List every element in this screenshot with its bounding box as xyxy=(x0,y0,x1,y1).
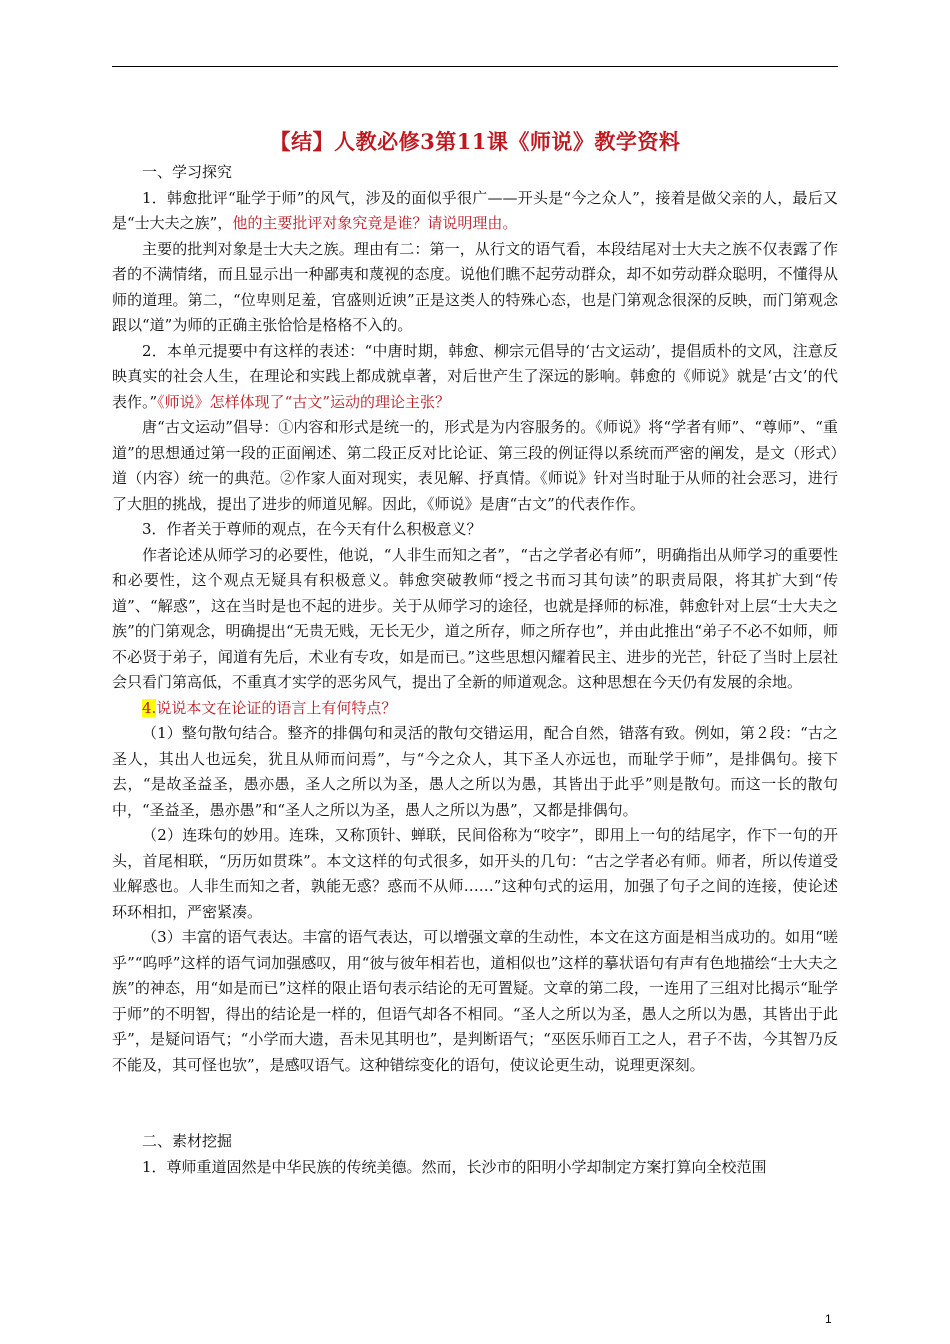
section-spacer xyxy=(112,1078,838,1129)
material-1: 1．尊师重道固然是中华民族的传统美德。然而，长沙市的阳明小学却制定方案打算向全校范围 xyxy=(142,1157,767,1176)
question-2-text: 2．本单元提要中有这样的表述：“中唐时期，韩愈、柳宗元倡导的‘古文运动’，提倡质朴的文风，注意反映真实的社会人生，在理论和实践上都成就卓著，对后世产生了深远的影响。韩愈的《师说》就是‘古文’的代表作。” xyxy=(112,341,838,411)
question-4 xyxy=(112,696,838,722)
answer-4-point-2: （2）连珠句的妙用。连珠，又称顶针、蝉联，民间俗称为“咬字”，即用上一句的结尾字，作下一句的开头，首尾相联，“历历如贯珠”。本文这样的句式很多，如开头的几句：“古之学者必有师。师者，所以传道受业解惑也。人非生而知之者，孰能无惑？惑而不从师……”这种句式的运用，加强了句子之间的连接，使论述环环相扣，严密紧凑。 xyxy=(112,826,838,921)
document-body xyxy=(112,128,838,1180)
question-1 xyxy=(112,186,838,237)
question-2-prompt: 《师说》怎样体现了“古文”运动的理论主张？ xyxy=(157,392,451,411)
section-heading-1: 一、学习探究 xyxy=(142,163,233,181)
question-2 xyxy=(112,339,838,416)
section-heading-2: 二、素材挖掘 xyxy=(142,1132,233,1150)
question-4-number: 4. xyxy=(142,698,157,717)
document-title: 【结】人教必修3第11课《师说》教学资料 xyxy=(269,129,681,154)
question-3: 3．作者关于尊师的观点，在今天有什么积极意义？ xyxy=(142,520,482,538)
header-rule xyxy=(112,66,838,67)
answer-4-point-3: （3）丰富的语气表达。丰富的语气表达，可以增强文章的生动性，本文在这方面是相当成功的。如用“嗟乎”“呜呼”这样的语气词加强感叹，用“彼与彼年相若也，道相似也”这样的摹状语句有声有色地描绘“士大夫之族”的神态，用“如是而已”这样的限止语句表示结论的无可置疑。文章的第二段，一连用了三组对比揭示“耻学于师”的不明智，得出的结论是一样的，但语气却各不相同。“圣人之所以为圣，愚人之所以为愚，其皆出于此乎”，是疑问语气；“小学而大遗，吾未见其明也”，是判断语气；“巫医乐师百工之人，君子不齿，今其智乃反不能及，其可怪也欤”，是感叹语气。这种错综变化的语句，使议论更生动，说理更深刻。 xyxy=(112,928,838,1074)
question-4-prompt: 说说本文在论证的语言上有何特点？ xyxy=(156,698,397,717)
answer-2: 唐“古文运动”倡导：①内容和形式是统一的，形式是为内容服务的。《师说》将“学者有师”、“尊师”、“重道”的思想通过第一段的正面阐述、第二段正反对比论证、第三段的例证得以系统而严密的阐发，是文（形式）道（内容）统一的典范。②作家人面对现实，表见解、抒真情。《师说》针对当时耻于从师的社会恶习，进行了大胆的挑战，提出了进步的师道见解。因此，《师说》是唐“古文”的代表作作。 xyxy=(112,418,838,513)
page-number: 1 xyxy=(825,1312,832,1326)
answer-4-point-1: （1）整句散句结合。整齐的排偶句和灵活的散句交错运用，配合自然，错落有致。例如，第２段：“古之圣人，其出人也远矣，犹且从师而问焉”，与“今之众人，其下圣人亦远也，而耻学于师”，是排偶句。接下去，“是故圣益圣，愚亦愚，圣人之所以为圣，愚人之所以为愚，其皆出于此乎”则是散句。而这一长的散句中，“圣益圣，愚亦愚”和“圣人之所以为圣，愚人之所以为愚”，又都是排偶句。 xyxy=(112,724,838,819)
question-1-text: 1．韩愈批评“耻学于师”的风气，涉及的面似乎很广——开头是“今之众人”，接着是做父亲的人，最后又是“士大夫之族”， xyxy=(112,188,838,232)
answer-3: 作者论述从师学习的必要性，他说，“人非生而知之者”，“古之学者必有师”，明确指出从师学习的重要性和必要性，这个观点无疑具有积极意义。韩愈突破教师“授之书而习其句读”的职责局限，将其扩大到“传道”、“解惑”，这在当时是也不起的进步。关于从师学习的途径，也就是择师的标准，韩愈针对上层“士大夫之族”的门第观念，明确提出“无贵无贱，无长无少，道之所存，师之所存也”，并由此推出“弟子不必不如师，师不必贤于弟子，闻道有先后，术业有专攻，如是而已。”这些思想闪耀着民主、进步的光芒，针砭了当时上层社会只看门第高低，不重真才实学的恶劣风气，提出了全新的师道观念。这种思想在今天仍有发展的余地。 xyxy=(112,545,838,691)
answer-1: 主要的批判对象是士大夫之族。理由有二：第一，从行文的语气看，本段结尾对士大夫之族不仅表露了作者的不满情绪，而且显示出一种鄙夷和蔑视的态度。说他们瞧不起劳动群众，却不如劳动群众聪明，不懂得从师的道理。第二，“位卑则足羞，官盛则近谀”正是这类人的特殊心态，也是门第观念很深的反映，而门第观念跟以“道”为师的正确主张恰恰是格格不入的。 xyxy=(112,239,838,334)
question-1-prompt: 他的主要批评对象究竟是谁？请说明理由。 xyxy=(232,214,518,232)
